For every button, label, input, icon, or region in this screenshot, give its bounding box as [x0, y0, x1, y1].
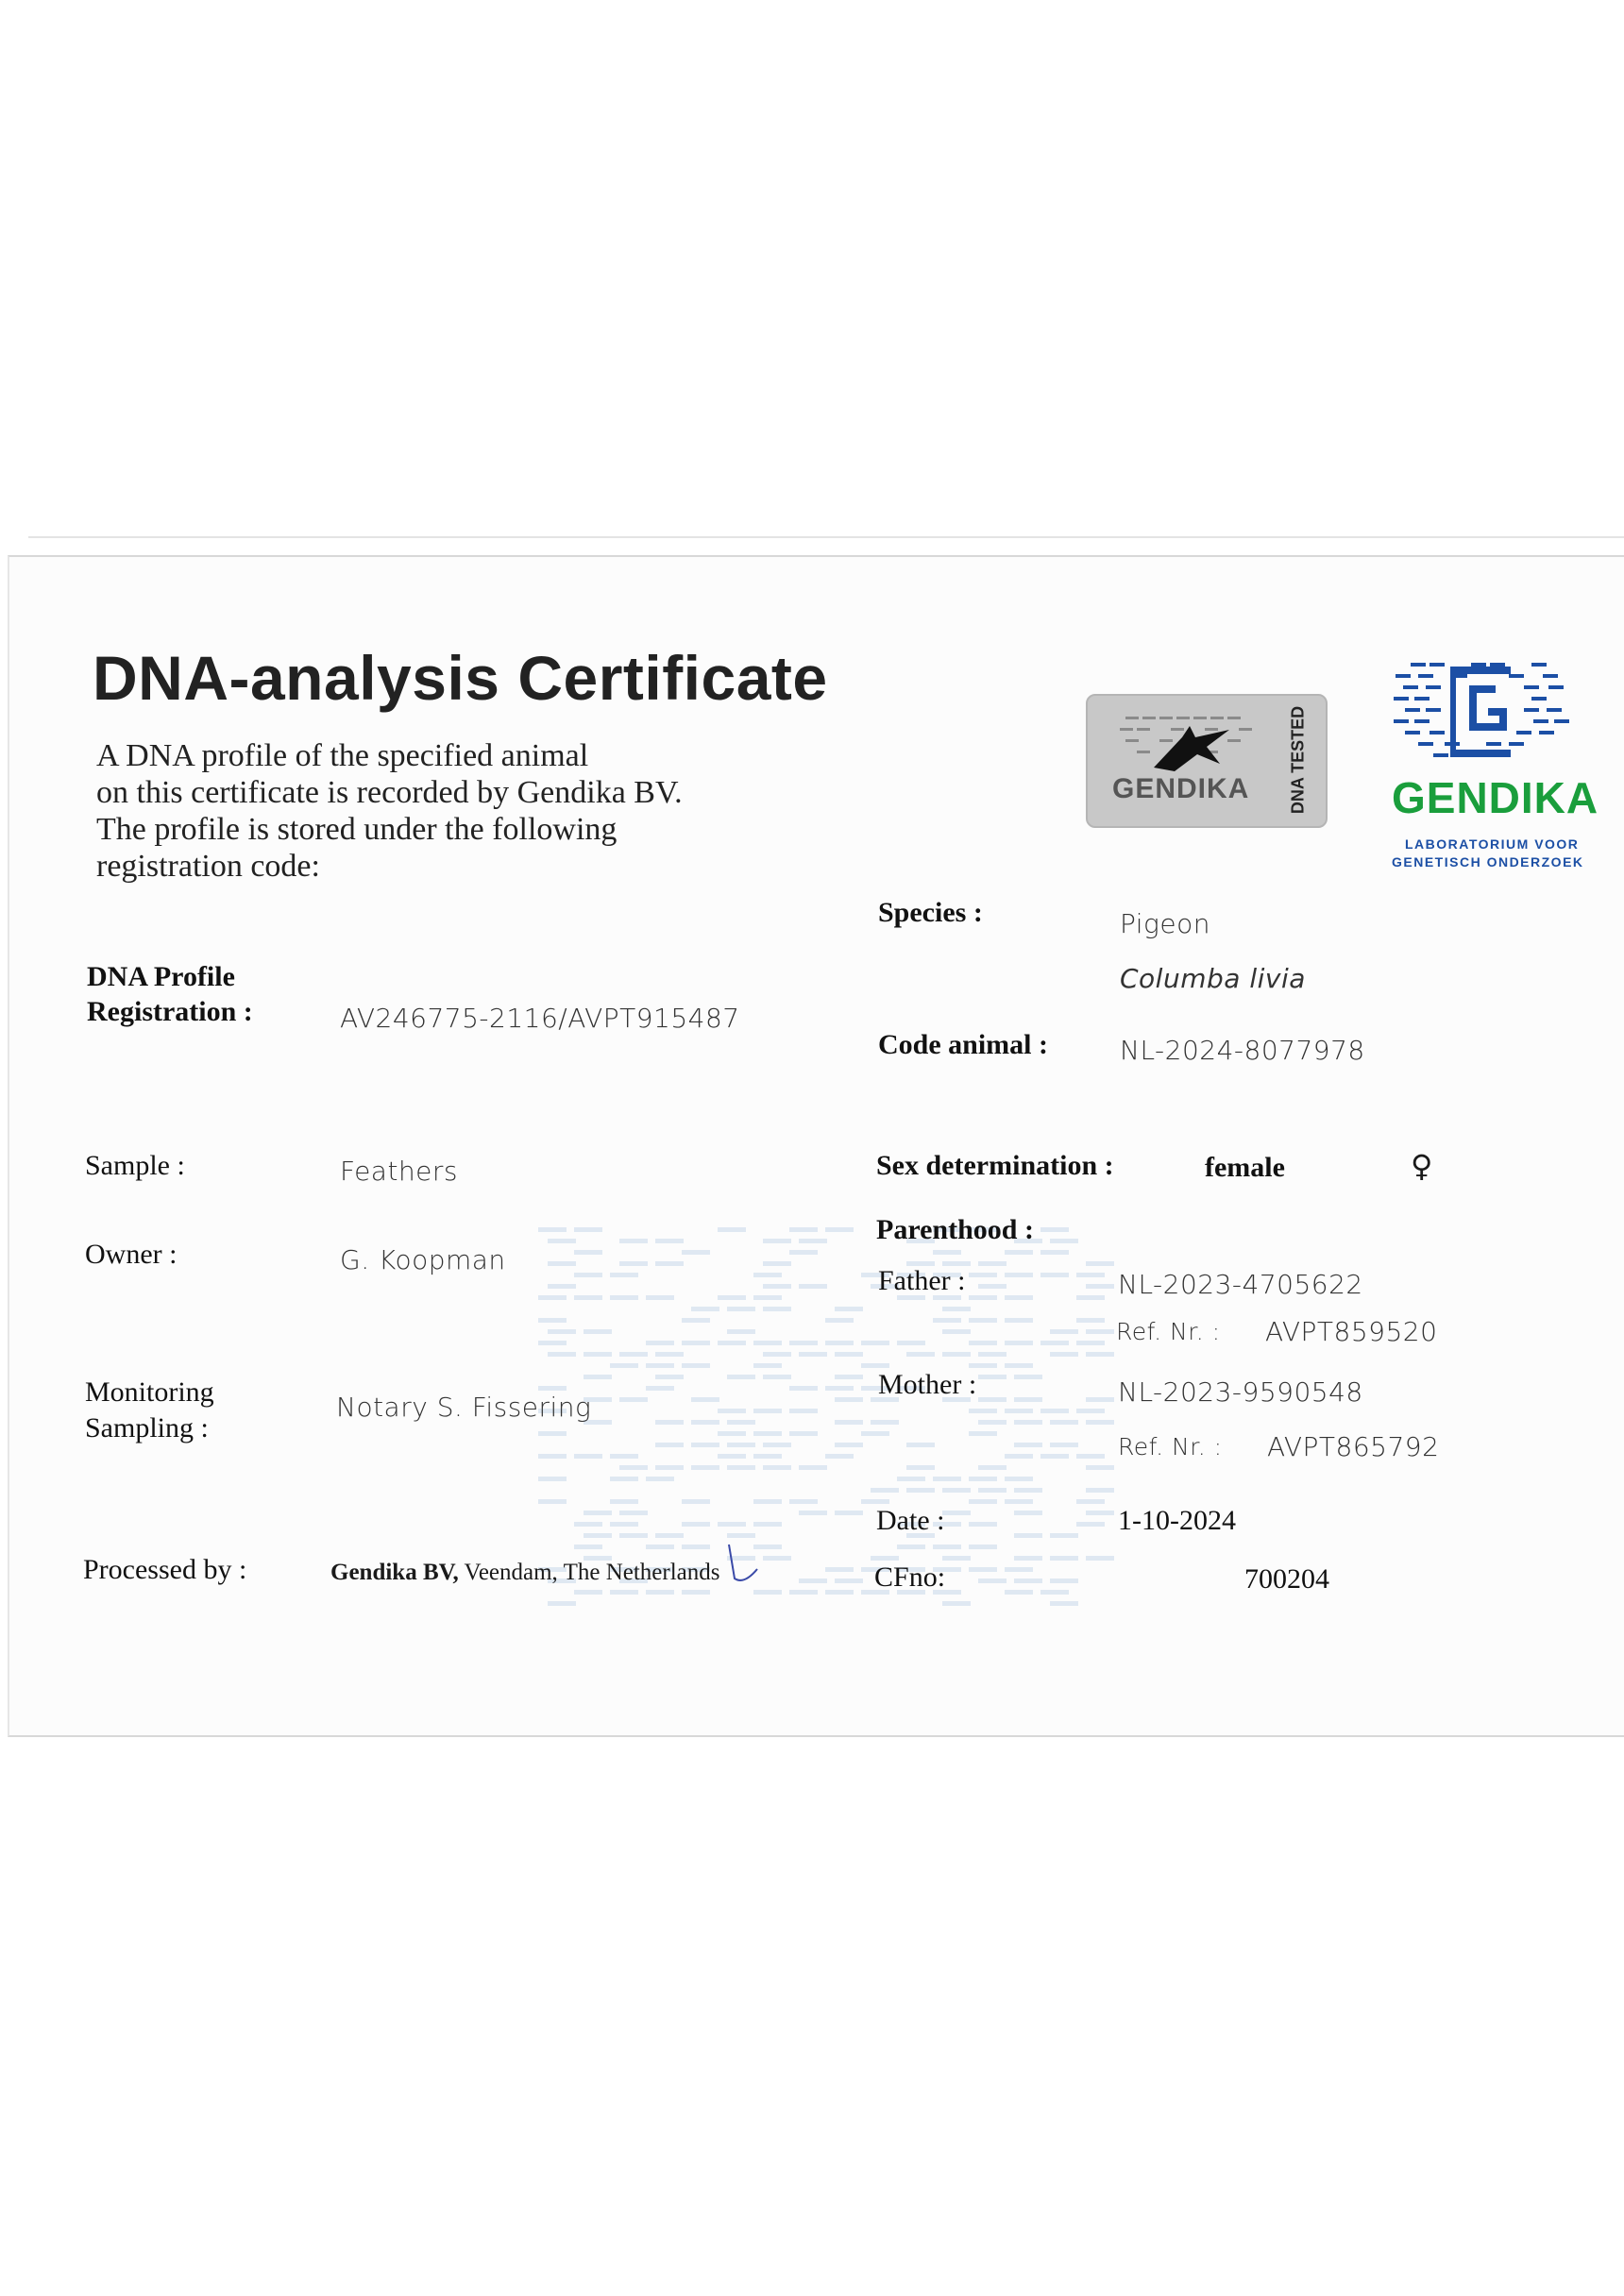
cfno-value: 700204 [1244, 1563, 1329, 1595]
badge-name: GENDIKA [1112, 773, 1250, 804]
processed-company: Gendika BV, [330, 1560, 459, 1585]
badge-side-label [1277, 703, 1320, 817]
processed-value [330, 1560, 720, 1586]
sample-label: Sample : [85, 1150, 185, 1181]
intro-line: on this certificate is recorded by Gendika BV. [96, 775, 683, 810]
mother-ref-value: AVPT865792 [1267, 1431, 1440, 1462]
logo-subtitle: LABORATORIUM VOOR [1405, 836, 1580, 852]
code-animal-value: NL-2024-8077978 [1120, 1035, 1365, 1066]
intro-line: registration code: [96, 849, 320, 884]
species-latin-value: Columba livia [1120, 963, 1306, 994]
female-symbol-icon: ♀ [1411, 1148, 1433, 1184]
date-label: Date : [876, 1505, 945, 1536]
processed-place: Veendam, The Netherlands [464, 1560, 720, 1585]
monitoring-label: Sampling : [85, 1412, 209, 1443]
monitoring-value: Notary S. Fissering [336, 1392, 592, 1423]
parenthood-label: Parenthood : [876, 1214, 1034, 1245]
sample-value: Feathers [340, 1156, 459, 1187]
code-animal-label: Code animal : [878, 1029, 1048, 1060]
badge-pattern-icon [1116, 709, 1267, 775]
species-label: Species : [878, 897, 983, 928]
mother-label: Mother : [878, 1369, 977, 1400]
father-label: Father : [878, 1265, 966, 1296]
dna-profile-label: DNA Profile [87, 961, 235, 992]
logo-subtitle: GENETISCH ONDERZOEK [1392, 854, 1584, 869]
mother-ref-label: Ref. Nr. : [1118, 1433, 1223, 1460]
father-value: NL-2023-4705622 [1118, 1269, 1363, 1300]
certificate-title: DNA-analysis Certificate [93, 643, 828, 713]
intro-line: The profile is stored under the following [96, 812, 617, 847]
badge-side-text: DNA TESTED [1288, 705, 1308, 815]
owner-label: Owner : [85, 1239, 178, 1270]
gendika-logo-name: GENDIKA [1392, 773, 1599, 822]
dna-tested-badge [1086, 694, 1328, 828]
dna-profile-label: Registration : [87, 996, 253, 1027]
date-value: 1-10-2024 [1118, 1505, 1236, 1536]
father-ref-label: Ref. Nr. : [1116, 1318, 1221, 1345]
mother-value: NL-2023-9590548 [1118, 1376, 1363, 1408]
monitoring-label: Monitoring [85, 1376, 214, 1408]
dna-profile-value: AV246775-2116/AVPT915487 [340, 1003, 740, 1034]
processed-label: Processed by : [83, 1554, 247, 1585]
gendika-logo-icon [1392, 659, 1571, 768]
intro-line: A DNA profile of the specified animal [96, 738, 589, 773]
sex-value: female [1205, 1152, 1285, 1183]
sex-label: Sex determination : [876, 1150, 1114, 1181]
species-common-value: Pigeon [1120, 908, 1210, 939]
cfno-label: CFno: [874, 1562, 946, 1593]
father-ref-value: AVPT859520 [1265, 1316, 1438, 1347]
owner-value: G. Koopman [340, 1244, 506, 1275]
card-top-edge [28, 536, 1624, 538]
pen-mark-icon [723, 1543, 765, 1590]
